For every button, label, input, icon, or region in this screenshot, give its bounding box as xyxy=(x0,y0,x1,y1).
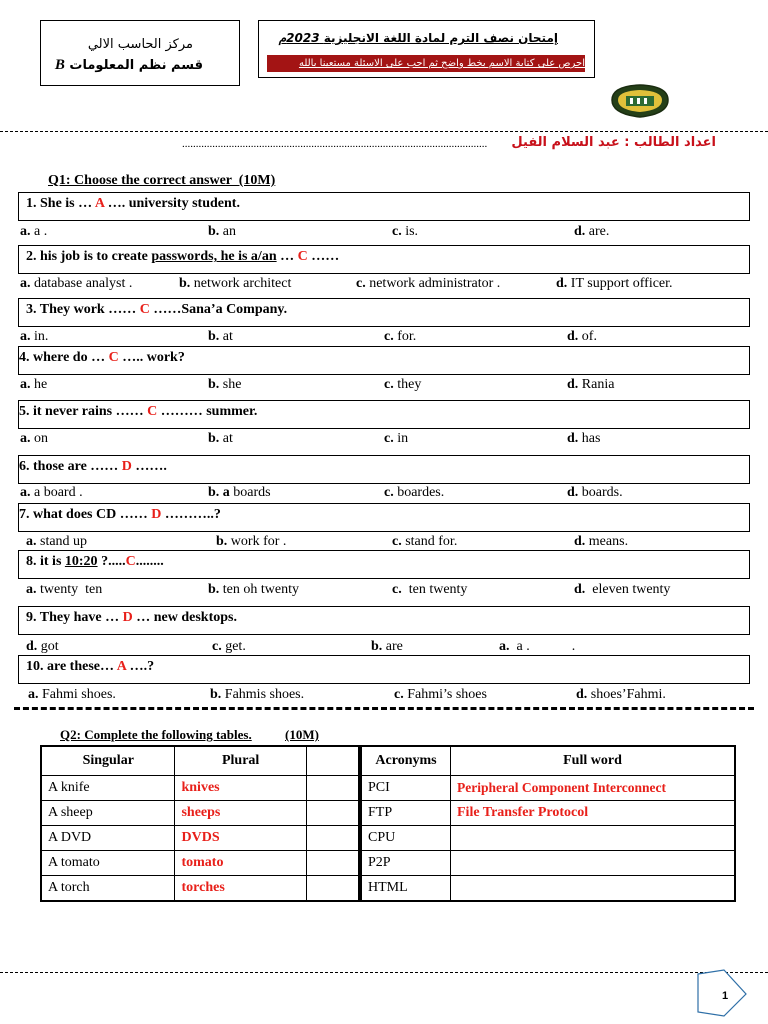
singular-plural-table xyxy=(40,745,360,902)
option-text: are. xyxy=(588,224,610,239)
option xyxy=(28,687,116,703)
option-text: in. xyxy=(34,329,49,344)
table-row xyxy=(361,801,735,826)
option-letter: d. xyxy=(574,582,586,597)
spacer-cell xyxy=(306,746,359,776)
option xyxy=(26,582,102,598)
department-text: قسم نظم المعلومات xyxy=(69,58,203,73)
singular-cell: A sheep xyxy=(41,801,175,826)
option xyxy=(356,276,500,292)
option-text: Rania xyxy=(581,377,615,392)
option-letter: b. xyxy=(371,639,383,654)
option-letter: a. xyxy=(20,431,31,446)
page-number: 1 xyxy=(722,990,729,1002)
answer-letter: A xyxy=(116,659,127,674)
option-text: network architect xyxy=(193,276,292,291)
question-stem-underlined: passwords, he is a/an xyxy=(151,249,277,264)
option-letter: d. xyxy=(567,485,579,500)
plural-cell: DVDS xyxy=(175,826,306,851)
q2-marks: (10M) xyxy=(284,727,319,742)
option-letter: a. xyxy=(20,485,31,500)
full-word-header: Full word xyxy=(451,746,736,776)
q2-title xyxy=(60,727,319,743)
option-letter: b. xyxy=(208,431,220,446)
option-text: are xyxy=(385,639,403,654)
option-text: at xyxy=(222,329,233,344)
option xyxy=(574,534,628,550)
option-text: a . . xyxy=(516,639,576,654)
option-text: ten twenty xyxy=(408,582,468,597)
option-text: got xyxy=(40,639,59,654)
option-letter: d. xyxy=(567,329,579,344)
option-text: he xyxy=(34,377,48,392)
option-letter: a. xyxy=(499,639,510,654)
answer-letter: C xyxy=(139,302,150,317)
option xyxy=(567,431,600,447)
question-number: 2. xyxy=(26,249,37,264)
option-letter: a. xyxy=(26,582,37,597)
option-letter: c. xyxy=(392,534,402,549)
option xyxy=(392,534,457,550)
option-text: database analyst . xyxy=(34,276,133,291)
option xyxy=(210,687,304,703)
spacer-cell xyxy=(306,876,359,902)
table-row xyxy=(41,801,359,826)
option-text: a board . xyxy=(34,485,83,500)
option xyxy=(392,224,418,240)
option xyxy=(212,639,246,655)
option-letter: d. xyxy=(576,687,588,702)
option-letter: c. xyxy=(384,485,394,500)
option-text: an xyxy=(222,224,237,239)
plural-cell: sheeps xyxy=(175,801,306,826)
exam-title xyxy=(279,31,558,45)
table-row xyxy=(41,776,359,801)
question-stem: those are …… xyxy=(33,459,119,474)
plural-cell: torches xyxy=(175,876,306,902)
option xyxy=(208,582,299,598)
option xyxy=(20,224,47,240)
question-2-text xyxy=(26,249,339,265)
full-word-cell: Peripheral Component Interconnect xyxy=(451,776,736,801)
option-text: get. xyxy=(225,639,246,654)
spacer-cell xyxy=(306,776,359,801)
option xyxy=(556,276,673,292)
question-stem-end: ……. xyxy=(135,459,167,474)
footer-separator xyxy=(0,972,768,973)
acronyms-header: Acronyms xyxy=(361,746,451,776)
acronym-cell: P2P xyxy=(361,851,451,876)
table-row xyxy=(361,876,735,902)
exam-title-box xyxy=(258,20,595,78)
q2-title-text: Q2: Complete the following tables. xyxy=(60,727,252,742)
full-word-cell xyxy=(451,826,736,851)
header-separator xyxy=(0,131,768,132)
page-number-badge xyxy=(696,968,748,1018)
option-letter: b. xyxy=(208,329,220,344)
option xyxy=(567,329,597,345)
singular-cell: A DVD xyxy=(41,826,175,851)
option-text: at xyxy=(222,431,233,446)
option-text: shoes’Fahmi. xyxy=(590,687,666,702)
question-number: 7. xyxy=(19,507,30,522)
option xyxy=(179,276,291,292)
option-letter: b. xyxy=(179,276,191,291)
option-letter: c. xyxy=(384,329,394,344)
answer-letter: D xyxy=(122,610,133,625)
option xyxy=(20,329,48,345)
option xyxy=(567,485,623,501)
option-letter: a. xyxy=(28,687,39,702)
section-separator xyxy=(14,707,754,710)
option-text: in xyxy=(397,431,409,446)
question-number: 1. xyxy=(26,196,37,211)
option-letter: c. xyxy=(392,582,402,597)
option-text: of. xyxy=(581,329,597,344)
option xyxy=(384,329,416,345)
option-text: boards. xyxy=(581,485,623,500)
department-name xyxy=(55,57,203,74)
question-stem: it never rains …… xyxy=(33,404,144,419)
question-stem: his job is to create xyxy=(40,249,152,264)
q1-title: Q1: Choose the correct answer (10M) xyxy=(48,173,276,188)
option-text: a . xyxy=(34,224,48,239)
option xyxy=(20,377,47,393)
question-10-text xyxy=(26,659,154,675)
option xyxy=(392,582,467,598)
option-text: Fahmis shoes. xyxy=(224,687,305,702)
option-letter: b. xyxy=(208,377,220,392)
option-text: is. xyxy=(405,224,419,239)
option-letter: a. xyxy=(26,534,37,549)
option-text: eleven twenty xyxy=(592,582,671,597)
question-number: 9. xyxy=(26,610,37,625)
table-row xyxy=(361,776,735,801)
question-stem: They have … xyxy=(39,610,120,625)
option-letter: c. xyxy=(212,639,222,654)
option-letter: c. xyxy=(356,276,366,291)
option xyxy=(208,485,271,501)
center-name: مركز الحاسب الالي xyxy=(87,37,193,52)
question-stem: They work …… xyxy=(39,302,137,317)
singular-cell: A tomato xyxy=(41,851,175,876)
option-letter: d. xyxy=(574,224,586,239)
option-text: has xyxy=(581,431,601,446)
option-text: twenty ten xyxy=(40,582,103,597)
full-word-cell xyxy=(451,876,736,902)
option xyxy=(384,377,421,393)
student-dots: ............................................................................................................... xyxy=(182,138,488,150)
option-text: boards xyxy=(233,485,271,500)
spacer-cell xyxy=(306,801,359,826)
question-number: 10. xyxy=(26,659,44,674)
option xyxy=(208,329,233,345)
option-letter: d. xyxy=(574,534,586,549)
question-number: 5. xyxy=(19,404,30,419)
table-row xyxy=(41,876,359,902)
option-text: means. xyxy=(588,534,629,549)
question-4-text xyxy=(19,350,185,366)
question-stem: She is … xyxy=(40,196,93,211)
question-stem-end: ……… summer. xyxy=(160,404,258,419)
question-stem-end: ……Sana’a Company. xyxy=(153,302,288,317)
option-letter: b. a xyxy=(208,485,230,500)
option xyxy=(499,639,575,655)
option xyxy=(394,687,487,703)
table-header-row xyxy=(41,746,359,776)
question-stem: it is xyxy=(40,554,65,569)
option xyxy=(26,639,59,655)
option-text: network administrator . xyxy=(369,276,501,291)
option-text: Fahmi shoes. xyxy=(42,687,116,702)
question-stem: are these… xyxy=(47,659,114,674)
option-text: they xyxy=(397,377,422,392)
option-text: for. xyxy=(397,329,417,344)
question-number: 3. xyxy=(26,302,37,317)
option-letter: c. xyxy=(392,224,402,239)
question-9-text xyxy=(26,610,237,626)
option-letter: a. xyxy=(20,377,31,392)
option-text: ten oh twenty xyxy=(222,582,300,597)
option-text: work for . xyxy=(230,534,287,549)
question-stem-end: …. university student. xyxy=(107,196,240,211)
option xyxy=(576,687,666,703)
exam-instruction: احرص على كتابة الاسم بخط واضح ثم اجب على الاسئلة مستعينا بالله xyxy=(267,55,585,72)
question-stem-mid: … xyxy=(276,249,298,264)
acronym-cell: PCI xyxy=(361,776,451,801)
question-stem-underlined: 10:20 xyxy=(64,554,98,569)
question-8-text xyxy=(26,554,164,570)
center-name-box xyxy=(40,20,240,86)
question-1-text xyxy=(26,196,240,212)
singular-header: Singular xyxy=(41,746,175,776)
question-stem-end: ........ xyxy=(135,554,164,569)
option xyxy=(384,485,444,501)
option xyxy=(20,485,83,501)
student-label: اعداد الطالب : عبد السلام الفيل xyxy=(511,135,716,150)
option-letter: b. xyxy=(208,582,220,597)
option-letter: d. xyxy=(567,377,579,392)
option-letter: b. xyxy=(216,534,228,549)
option-text: stand up xyxy=(40,534,88,549)
option-text: she xyxy=(222,377,242,392)
exam-year: 2023م xyxy=(278,31,320,45)
option-letter: a. xyxy=(20,224,31,239)
answer-letter: C xyxy=(108,350,119,365)
question-stem: where do … xyxy=(33,350,106,365)
question-number: 6. xyxy=(19,459,30,474)
option-text: Fahmi’s shoes xyxy=(407,687,487,702)
question-6-text xyxy=(19,459,167,475)
option-text: stand for. xyxy=(405,534,458,549)
singular-cell: A knife xyxy=(41,776,175,801)
question-stem-end: ….. work? xyxy=(122,350,185,365)
exam-title-text: إمتحان نصف الترم لمادة اللغة الانجليزية xyxy=(323,31,558,45)
option xyxy=(371,639,403,655)
option xyxy=(208,431,233,447)
option xyxy=(216,534,286,550)
question-3-text xyxy=(26,302,287,318)
option xyxy=(26,534,87,550)
department-letter: B xyxy=(54,57,65,73)
question-stem-end: ….? xyxy=(129,659,155,674)
plural-cell: knives xyxy=(175,776,306,801)
option-letter: a. xyxy=(20,329,31,344)
option-text: on xyxy=(34,431,48,446)
answer-letter: D xyxy=(121,459,132,474)
option xyxy=(574,582,670,598)
table-row xyxy=(361,826,735,851)
question-7-text xyxy=(19,507,221,523)
option-letter: b. xyxy=(208,224,220,239)
question-stem-end: …… xyxy=(307,249,340,264)
spacer-cell xyxy=(306,826,359,851)
option-letter: d. xyxy=(567,431,579,446)
option-letter: d. xyxy=(26,639,38,654)
full-word-cell xyxy=(451,851,736,876)
option xyxy=(20,276,132,292)
singular-cell: A torch xyxy=(41,876,175,902)
question-stem: what does CD …… xyxy=(33,507,148,522)
question-stem-mid: ?..... xyxy=(97,554,126,569)
option-letter: d. xyxy=(556,276,568,291)
answer-letter: C xyxy=(147,404,158,419)
option xyxy=(384,431,408,447)
option xyxy=(20,431,48,447)
option-letter: c. xyxy=(384,377,394,392)
option-text: IT support officer. xyxy=(570,276,673,291)
option-letter: a. xyxy=(20,276,31,291)
option xyxy=(567,377,614,393)
question-stem-end: ………..? xyxy=(164,507,221,522)
option-text: boardes. xyxy=(397,485,445,500)
acronym-cell: FTP xyxy=(361,801,451,826)
table-header-row xyxy=(361,746,735,776)
acronym-cell: HTML xyxy=(361,876,451,902)
answer-letter: C xyxy=(297,249,308,264)
question-5-text xyxy=(19,404,257,420)
option-letter: b. xyxy=(210,687,222,702)
table-row xyxy=(41,826,359,851)
question-stem-end: … new desktops. xyxy=(136,610,237,625)
option-letter: c. xyxy=(394,687,404,702)
question-number: 8. xyxy=(26,554,37,569)
acronym-cell: CPU xyxy=(361,826,451,851)
option xyxy=(208,224,236,240)
option xyxy=(574,224,609,240)
answer-letter: C xyxy=(125,554,136,569)
answer-letter: D xyxy=(151,507,162,522)
acronyms-table xyxy=(360,745,736,902)
option-letter: c. xyxy=(384,431,394,446)
full-word-cell: File Transfer Protocol xyxy=(451,801,736,826)
plural-header: Plural xyxy=(175,746,306,776)
answer-letter: A xyxy=(94,196,105,211)
table-row xyxy=(41,851,359,876)
option xyxy=(208,377,241,393)
table-row xyxy=(361,851,735,876)
university-logo xyxy=(608,82,672,120)
spacer-cell xyxy=(306,851,359,876)
plural-cell: tomato xyxy=(175,851,306,876)
question-number: 4. xyxy=(19,350,30,365)
